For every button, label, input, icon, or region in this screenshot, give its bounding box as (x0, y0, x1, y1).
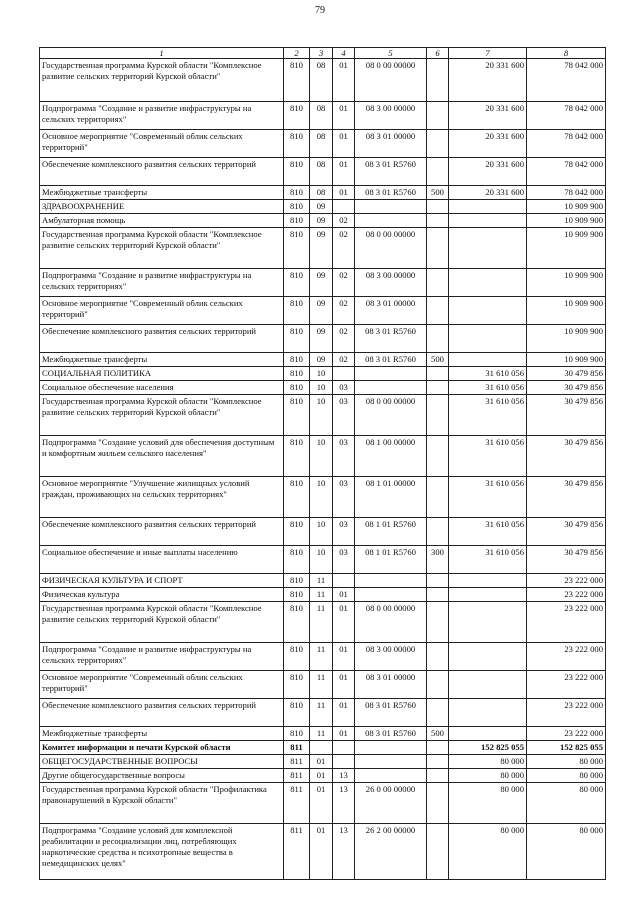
cell-amount-col8: 10 909 900 (527, 214, 606, 228)
cell-name: Обеспечение комплексного развития сельских территорий (40, 325, 284, 353)
cell-subsection: 02 (333, 228, 355, 269)
cell-amount-col8: 30 479 856 (527, 381, 606, 395)
column-number-row (40, 48, 606, 59)
table-row (40, 102, 606, 130)
cell-admin-code: 811 (284, 783, 310, 824)
cell-target-article: 08 3 01 R5760 (355, 727, 427, 741)
cell-amount-col7 (449, 325, 527, 353)
cell-admin-code: 810 (284, 381, 310, 395)
cell-admin-code: 810 (284, 367, 310, 381)
table-row (40, 158, 606, 186)
cell-amount-col7: 31 610 056 (449, 546, 527, 574)
cell-amount-col8: 23 222 000 (527, 671, 606, 699)
table-row (40, 588, 606, 602)
table-row (40, 130, 606, 158)
cell-subsection (333, 755, 355, 769)
table-row (40, 643, 606, 671)
cell-amount-col8: 30 479 856 (527, 477, 606, 518)
cell-subsection: 01 (333, 727, 355, 741)
table-row (40, 325, 606, 353)
cell-expense-type (427, 643, 449, 671)
cell-name: ФИЗИЧЕСКАЯ КУЛЬТУРА И СПОРТ (40, 574, 284, 588)
cell-admin-code: 810 (284, 59, 310, 102)
table-row (40, 574, 606, 588)
cell-subsection: 01 (333, 158, 355, 186)
table-row (40, 214, 606, 228)
table-row (40, 353, 606, 367)
cell-section: 10 (310, 436, 333, 477)
cell-subsection: 13 (333, 769, 355, 783)
cell-target-article: 08 1 01 R5760 (355, 546, 427, 574)
cell-amount-col8: 23 222 000 (527, 574, 606, 588)
cell-admin-code: 810 (284, 353, 310, 367)
cell-amount-col8: 80 000 (527, 755, 606, 769)
cell-amount-col7 (449, 353, 527, 367)
cell-name: Государственная программа Курской области "Комплексное развитие сельских территорий Курской области" (40, 59, 284, 102)
cell-amount-col8: 23 222 000 (527, 699, 606, 727)
cell-subsection: 13 (333, 783, 355, 824)
cell-section: 11 (310, 727, 333, 741)
cell-name: Основное мероприятие "Современный облик сельских территорий" (40, 130, 284, 158)
cell-amount-col7 (449, 727, 527, 741)
cell-amount-col7: 31 610 056 (449, 367, 527, 381)
cell-admin-code: 810 (284, 228, 310, 269)
cell-amount-col7 (449, 574, 527, 588)
cell-subsection: 01 (333, 130, 355, 158)
cell-target-article: 08 3 01 R5760 (355, 186, 427, 200)
cell-target-article: 08 3 00 00000 (355, 102, 427, 130)
cell-subsection: 02 (333, 214, 355, 228)
table-row (40, 297, 606, 325)
table-row (40, 59, 606, 102)
column-header: 4 (333, 48, 355, 59)
cell-expense-type (427, 574, 449, 588)
cell-amount-col8: 23 222 000 (527, 643, 606, 671)
cell-amount-col8: 10 909 900 (527, 200, 606, 214)
cell-expense-type (427, 588, 449, 602)
table-row (40, 186, 606, 200)
cell-admin-code: 810 (284, 297, 310, 325)
cell-amount-col8: 78 042 000 (527, 158, 606, 186)
cell-admin-code: 811 (284, 755, 310, 769)
cell-amount-col8: 80 000 (527, 824, 606, 880)
cell-subsection (333, 200, 355, 214)
cell-target-article (355, 588, 427, 602)
cell-name: ОБЩЕГОСУДАРСТВЕННЫЕ ВОПРОСЫ (40, 755, 284, 769)
cell-name: Подпрограмма "Создание и развитие инфраструктуры на сельских территориях" (40, 269, 284, 297)
cell-admin-code: 810 (284, 518, 310, 546)
cell-amount-col8: 30 479 856 (527, 395, 606, 436)
cell-section: 11 (310, 588, 333, 602)
cell-section: 09 (310, 214, 333, 228)
cell-expense-type (427, 755, 449, 769)
cell-section: 09 (310, 353, 333, 367)
cell-subsection: 03 (333, 546, 355, 574)
cell-name: Государственная программа Курской области "Профилактика правонарушений в Курской области" (40, 783, 284, 824)
cell-name: Подпрограмма "Создание и развитие инфраструктуры на сельских территориях" (40, 643, 284, 671)
cell-subsection: 03 (333, 436, 355, 477)
cell-amount-col7 (449, 602, 527, 643)
table-row (40, 477, 606, 518)
cell-amount-col7: 20 331 600 (449, 102, 527, 130)
cell-subsection: 01 (333, 186, 355, 200)
table-row (40, 436, 606, 477)
cell-amount-col7: 31 610 056 (449, 518, 527, 546)
column-header: 2 (284, 48, 310, 59)
cell-admin-code: 810 (284, 671, 310, 699)
cell-target-article: 08 0 00 00000 (355, 602, 427, 643)
cell-amount-col7 (449, 228, 527, 269)
cell-admin-code: 810 (284, 102, 310, 130)
column-header: 3 (310, 48, 333, 59)
cell-amount-col8: 10 909 900 (527, 297, 606, 325)
cell-admin-code: 811 (284, 769, 310, 783)
cell-subsection: 02 (333, 269, 355, 297)
cell-section: 08 (310, 186, 333, 200)
cell-amount-col7: 31 610 056 (449, 436, 527, 477)
cell-target-article (355, 381, 427, 395)
table-row (40, 269, 606, 297)
cell-admin-code: 810 (284, 602, 310, 643)
cell-target-article: 26 2 00 00000 (355, 824, 427, 880)
cell-target-article: 08 3 01 00000 (355, 130, 427, 158)
cell-amount-col7: 31 610 056 (449, 477, 527, 518)
cell-section: 01 (310, 824, 333, 880)
table-row (40, 699, 606, 727)
cell-amount-col7: 20 331 600 (449, 186, 527, 200)
cell-expense-type (427, 367, 449, 381)
cell-section: 08 (310, 158, 333, 186)
table-row (40, 769, 606, 783)
cell-expense-type (427, 602, 449, 643)
table-row (40, 727, 606, 741)
cell-target-article: 08 1 00 00000 (355, 436, 427, 477)
cell-expense-type: 500 (427, 186, 449, 200)
cell-amount-col7: 31 610 056 (449, 395, 527, 436)
cell-amount-col7 (449, 643, 527, 671)
cell-section: 08 (310, 130, 333, 158)
budget-table (39, 47, 606, 880)
cell-section: 10 (310, 381, 333, 395)
table-row (40, 755, 606, 769)
cell-section: 09 (310, 200, 333, 214)
cell-admin-code: 810 (284, 699, 310, 727)
cell-name: Обеспечение комплексного развития сельских территорий (40, 518, 284, 546)
cell-admin-code: 810 (284, 727, 310, 741)
cell-subsection: 01 (333, 602, 355, 643)
cell-admin-code: 810 (284, 130, 310, 158)
cell-section: 09 (310, 269, 333, 297)
cell-amount-col7 (449, 200, 527, 214)
table-row (40, 228, 606, 269)
cell-amount-col7 (449, 269, 527, 297)
cell-name: Межбюджетные трансферты (40, 353, 284, 367)
table-row (40, 367, 606, 381)
cell-expense-type (427, 214, 449, 228)
cell-name: Физическая культура (40, 588, 284, 602)
cell-section: 09 (310, 228, 333, 269)
cell-expense-type (427, 325, 449, 353)
cell-amount-col7 (449, 699, 527, 727)
column-header: 5 (355, 48, 427, 59)
cell-target-article: 08 3 01 R5760 (355, 699, 427, 727)
cell-admin-code: 810 (284, 436, 310, 477)
cell-amount-col7 (449, 297, 527, 325)
cell-subsection: 03 (333, 477, 355, 518)
cell-subsection: 01 (333, 588, 355, 602)
cell-amount-col8: 10 909 900 (527, 325, 606, 353)
cell-name: Социальное обеспечение населения (40, 381, 284, 395)
column-header: 7 (449, 48, 527, 59)
table-row (40, 200, 606, 214)
cell-section (310, 741, 333, 755)
cell-section: 10 (310, 477, 333, 518)
cell-name: Подпрограмма "Создание условий для обеспечения доступным и комфортным жильем сельского населения" (40, 436, 284, 477)
cell-subsection (333, 367, 355, 381)
cell-amount-col8: 78 042 000 (527, 59, 606, 102)
table-row (40, 602, 606, 643)
table-row (40, 671, 606, 699)
cell-name: Комитет информации и печати Курской области (40, 741, 284, 755)
cell-admin-code: 810 (284, 214, 310, 228)
cell-amount-col8: 30 479 856 (527, 436, 606, 477)
cell-name: Амбулаторная помощь (40, 214, 284, 228)
cell-name: Государственная программа Курской области "Комплексное развитие сельских территорий Курской области" (40, 228, 284, 269)
cell-target-article: 08 1 01 00000 (355, 477, 427, 518)
cell-name: ЗДРАВООХРАНЕНИЕ (40, 200, 284, 214)
cell-expense-type (427, 102, 449, 130)
cell-name: Подпрограмма "Создание и развитие инфраструктуры на сельских территориях" (40, 102, 284, 130)
cell-expense-type (427, 671, 449, 699)
cell-name: Подпрограмма "Создание условий для комплексной реабилитации и ресоциализации лиц, потребляющих наркотические средства и психотропные вещества в немедицинских целях" (40, 824, 284, 880)
cell-amount-col7: 80 000 (449, 783, 527, 824)
cell-section: 09 (310, 325, 333, 353)
cell-expense-type (427, 477, 449, 518)
cell-expense-type: 300 (427, 546, 449, 574)
cell-expense-type (427, 158, 449, 186)
table-row (40, 783, 606, 824)
cell-admin-code: 810 (284, 186, 310, 200)
cell-section: 10 (310, 395, 333, 436)
cell-admin-code: 811 (284, 741, 310, 755)
cell-target-article: 08 0 00 00000 (355, 228, 427, 269)
cell-name: Межбюджетные трансферты (40, 727, 284, 741)
cell-admin-code: 810 (284, 158, 310, 186)
cell-expense-type (427, 741, 449, 755)
cell-section: 11 (310, 671, 333, 699)
cell-expense-type: 500 (427, 353, 449, 367)
cell-name: Основное мероприятие "Современный облик сельских территорий" (40, 297, 284, 325)
cell-section: 10 (310, 518, 333, 546)
cell-amount-col8: 10 909 900 (527, 269, 606, 297)
cell-subsection: 03 (333, 381, 355, 395)
cell-amount-col7: 80 000 (449, 824, 527, 880)
cell-amount-col8: 80 000 (527, 783, 606, 824)
cell-amount-col8: 23 222 000 (527, 588, 606, 602)
column-header: 6 (427, 48, 449, 59)
cell-section: 11 (310, 643, 333, 671)
table-row (40, 395, 606, 436)
cell-target-article: 08 0 00 00000 (355, 59, 427, 102)
cell-amount-col7: 31 610 056 (449, 381, 527, 395)
cell-target-article (355, 367, 427, 381)
cell-section: 10 (310, 546, 333, 574)
cell-amount-col8: 78 042 000 (527, 186, 606, 200)
cell-section: 08 (310, 102, 333, 130)
cell-amount-col8: 78 042 000 (527, 130, 606, 158)
cell-amount-col7: 80 000 (449, 769, 527, 783)
cell-subsection: 03 (333, 395, 355, 436)
cell-expense-type (427, 436, 449, 477)
cell-section: 01 (310, 769, 333, 783)
cell-name: СОЦИАЛЬНАЯ ПОЛИТИКА (40, 367, 284, 381)
cell-target-article: 08 3 01 00000 (355, 297, 427, 325)
cell-section: 11 (310, 699, 333, 727)
cell-name: Другие общегосударственные вопросы (40, 769, 284, 783)
cell-subsection: 02 (333, 297, 355, 325)
cell-amount-col8: 152 825 055 (527, 741, 606, 755)
cell-amount-col7 (449, 671, 527, 699)
table-row (40, 518, 606, 546)
cell-expense-type (427, 269, 449, 297)
cell-name: Государственная программа Курской области "Комплексное развитие сельских территорий Курской области" (40, 395, 284, 436)
cell-target-article: 26 0 00 00000 (355, 783, 427, 824)
cell-admin-code: 810 (284, 395, 310, 436)
cell-subsection: 02 (333, 325, 355, 353)
cell-target-article: 08 0 00 00000 (355, 395, 427, 436)
cell-amount-col7 (449, 214, 527, 228)
cell-admin-code: 810 (284, 325, 310, 353)
cell-name: Обеспечение комплексного развития сельских территорий (40, 699, 284, 727)
column-header: 1 (40, 48, 284, 59)
cell-target-article: 08 3 00 00000 (355, 269, 427, 297)
cell-target-article (355, 741, 427, 755)
cell-subsection: 01 (333, 699, 355, 727)
cell-section: 11 (310, 602, 333, 643)
cell-subsection: 03 (333, 518, 355, 546)
cell-admin-code: 810 (284, 477, 310, 518)
cell-amount-col8: 78 042 000 (527, 102, 606, 130)
cell-admin-code: 810 (284, 546, 310, 574)
cell-admin-code: 810 (284, 588, 310, 602)
cell-subsection: 01 (333, 671, 355, 699)
cell-name: Межбюджетные трансферты (40, 186, 284, 200)
cell-subsection (333, 741, 355, 755)
table-body (40, 59, 606, 880)
cell-section: 01 (310, 755, 333, 769)
cell-target-article: 08 3 01 R5760 (355, 353, 427, 367)
cell-target-article (355, 214, 427, 228)
cell-name: Основное мероприятие "Улучшение жилищных условий граждан, проживающих на сельских территориях" (40, 477, 284, 518)
cell-subsection (333, 574, 355, 588)
cell-target-article (355, 755, 427, 769)
cell-amount-col8: 10 909 900 (527, 353, 606, 367)
cell-expense-type (427, 130, 449, 158)
cell-subsection: 01 (333, 643, 355, 671)
cell-target-article: 08 3 00 00000 (355, 643, 427, 671)
cell-target-article: 08 3 01 00000 (355, 671, 427, 699)
cell-subsection: 02 (333, 353, 355, 367)
cell-section: 10 (310, 367, 333, 381)
cell-admin-code: 810 (284, 574, 310, 588)
cell-amount-col8: 30 479 856 (527, 518, 606, 546)
cell-section: 08 (310, 59, 333, 102)
cell-admin-code: 810 (284, 269, 310, 297)
cell-expense-type (427, 518, 449, 546)
cell-name: Государственная программа Курской области "Комплексное развитие сельских территорий Курской области" (40, 602, 284, 643)
cell-name: Основное мероприятие "Современный облик сельских территорий" (40, 671, 284, 699)
cell-expense-type: 500 (427, 727, 449, 741)
cell-subsection: 01 (333, 102, 355, 130)
cell-expense-type (427, 769, 449, 783)
cell-admin-code: 810 (284, 200, 310, 214)
cell-name: Социальное обеспечение и иные выплаты населению (40, 546, 284, 574)
cell-amount-col8: 23 222 000 (527, 602, 606, 643)
cell-amount-col7: 20 331 600 (449, 59, 527, 102)
cell-admin-code: 811 (284, 824, 310, 880)
cell-expense-type (427, 200, 449, 214)
cell-section: 09 (310, 297, 333, 325)
table-row (40, 741, 606, 755)
cell-admin-code: 810 (284, 643, 310, 671)
cell-amount-col7: 80 000 (449, 755, 527, 769)
cell-amount-col7: 20 331 600 (449, 130, 527, 158)
cell-target-article (355, 200, 427, 214)
cell-amount-col8: 10 909 900 (527, 228, 606, 269)
cell-amount-col8: 30 479 856 (527, 367, 606, 381)
cell-amount-col8: 80 000 (527, 769, 606, 783)
table-row (40, 546, 606, 574)
cell-subsection: 01 (333, 59, 355, 102)
column-header: 8 (527, 48, 606, 59)
cell-expense-type (427, 297, 449, 325)
cell-target-article (355, 769, 427, 783)
cell-section: 11 (310, 574, 333, 588)
cell-name: Обеспечение комплексного развития сельских территорий (40, 158, 284, 186)
cell-amount-col7: 20 331 600 (449, 158, 527, 186)
cell-expense-type (427, 228, 449, 269)
cell-expense-type (427, 783, 449, 824)
cell-target-article: 08 3 01 R5760 (355, 325, 427, 353)
table-row (40, 381, 606, 395)
cell-target-article: 08 1 01 R5760 (355, 518, 427, 546)
cell-subsection: 13 (333, 824, 355, 880)
cell-expense-type (427, 381, 449, 395)
cell-amount-col8: 30 479 856 (527, 546, 606, 574)
cell-amount-col7 (449, 588, 527, 602)
cell-target-article (355, 574, 427, 588)
cell-expense-type (427, 395, 449, 436)
cell-amount-col7: 152 825 055 (449, 741, 527, 755)
cell-expense-type (427, 59, 449, 102)
cell-expense-type (427, 699, 449, 727)
cell-target-article: 08 3 01 R5760 (355, 158, 427, 186)
cell-section: 01 (310, 783, 333, 824)
cell-amount-col8: 23 222 000 (527, 727, 606, 741)
cell-expense-type (427, 824, 449, 880)
page-number: 79 (315, 5, 325, 16)
table-row (40, 824, 606, 880)
